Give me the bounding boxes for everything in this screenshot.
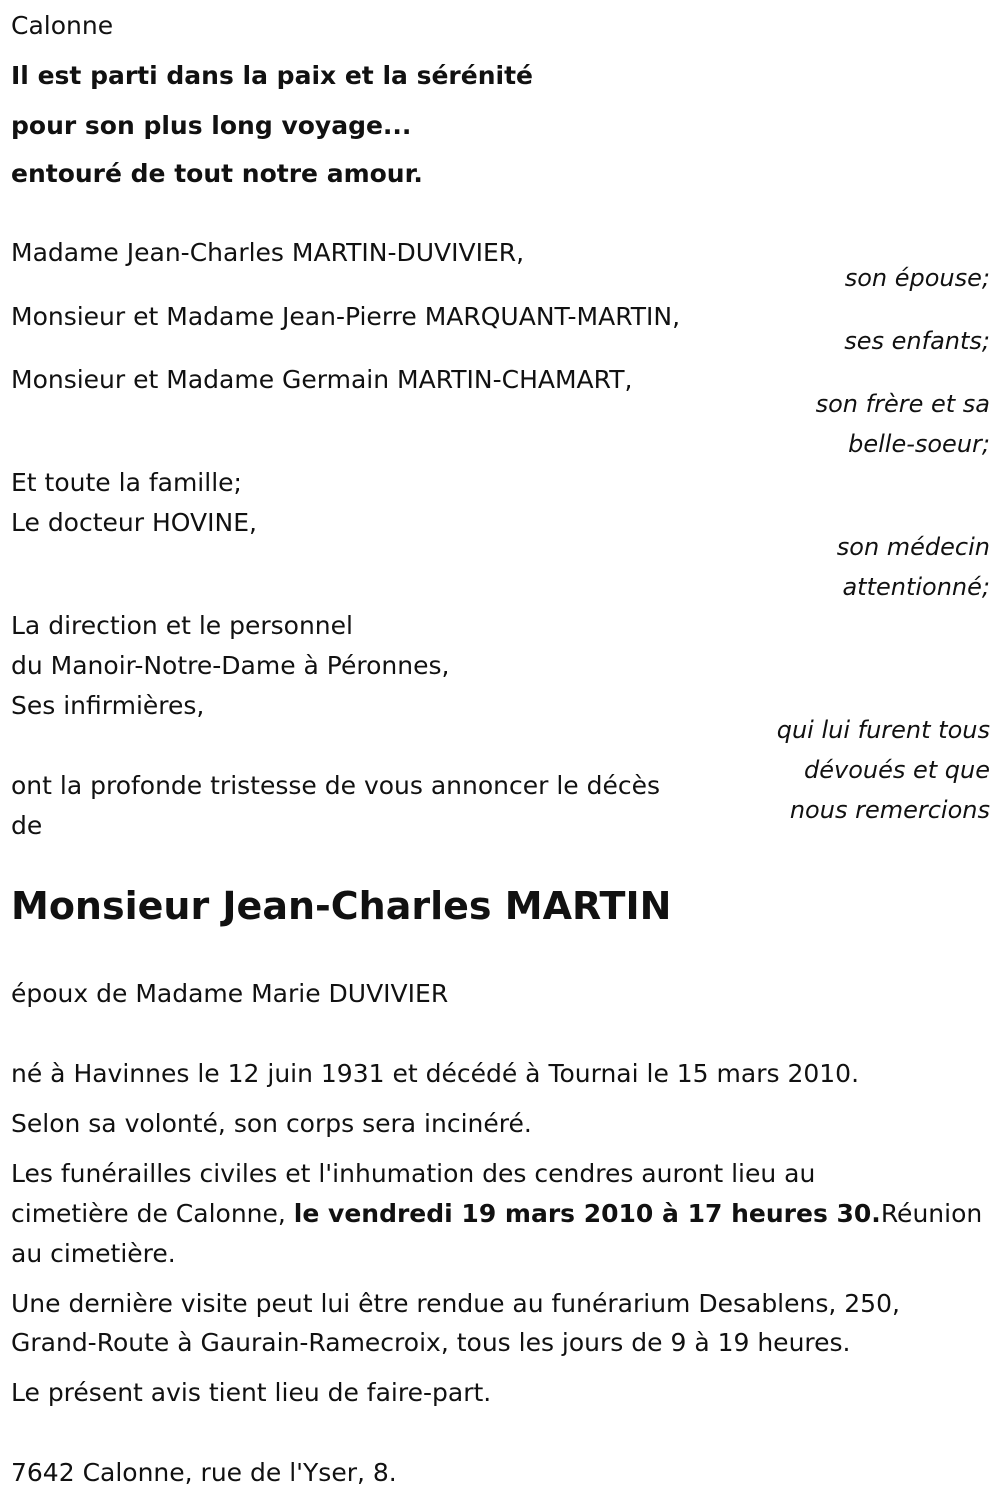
funeral-line-1: Les funérailles civiles et l'inhumation des cendres auront lieu au [11,1159,816,1188]
family-relation-2: ses enfants; [844,327,990,355]
funeral-gathering: Réunion [880,1199,983,1228]
deceased-name: Monsieur Jean-Charles MARTIN [11,884,672,928]
poem-line-1: Il est parti dans la paix et la sérénité [11,61,533,90]
family-relation-3-line-1: son frère et sa [815,390,990,418]
announcement-line-2: de [11,811,43,840]
birth-death-line: né à Havinnes le 12 juin 1931 et décédé à Tournai le 15 mars 2010. [11,1059,860,1088]
spouse-line: époux de Madame Marie DUVIVIER [11,979,449,1008]
cremation-line: Selon sa volonté, son corps sera incinéré. [11,1109,532,1138]
staff-line-1: La direction et le personnel [11,611,353,640]
staff-relation-line-1: qui lui furent tous [776,716,990,744]
staff-relation-line-2: dévoués et que [803,756,990,784]
funeral-date: le vendredi 19 mars 2010 à 17 heures 30. [293,1199,881,1228]
family-line: Et toute la famille; [11,468,242,497]
family-name-2: Monsieur et Madame Jean-Pierre MARQUANT-MARTIN, [11,302,681,331]
visit-line-1: Une dernière visite peut lui être rendue au funérarium Desablens, 250, [11,1289,900,1318]
doctor-name: Le docteur HOVINE, [11,508,257,537]
poem-line-2: pour son plus long voyage... [11,111,412,140]
family-relation-1: son épouse; [844,264,990,292]
notice-line: Le présent avis tient lieu de faire-part. [11,1378,492,1407]
family-relation-3-line-2: belle-soeur; [848,430,990,458]
funeral-place: cimetière de Calonne, [11,1199,294,1228]
staff-relation-line-3: nous remercions [789,796,990,824]
visit-line-2: Grand-Route à Gaurain-Ramecroix, tous les jours de 9 à 19 heures. [11,1328,851,1357]
doctor-relation-line-1: son médecin [836,533,990,561]
location-header: Calonne [11,11,114,40]
funeral-line-3: au cimetière. [11,1239,176,1268]
address-line: 7642 Calonne, rue de l'Yser, 8. [11,1458,397,1487]
poem-line-3: entouré de tout notre amour. [11,159,423,188]
family-name-3: Monsieur et Madame Germain MARTIN-CHAMART, [11,365,633,394]
funeral-line-2 [11,1194,982,1234]
staff-line-3: Ses infirmières, [11,691,205,720]
staff-line-2: du Manoir-Notre-Dame à Péronnes, [11,651,450,680]
family-name-1: Madame Jean-Charles MARTIN-DUVIVIER, [11,238,525,267]
doctor-relation-line-2: attentionné; [842,573,990,601]
announcement-line-1: ont la profonde tristesse de vous annoncer le décès [11,771,661,800]
